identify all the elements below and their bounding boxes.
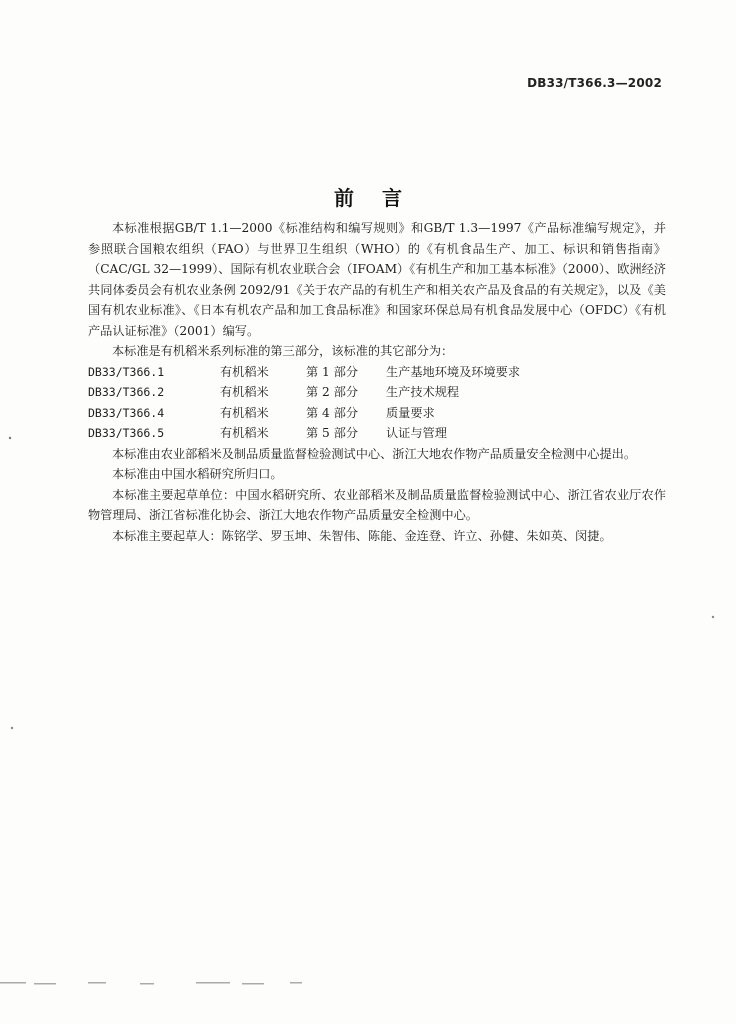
paragraph-proposer: 本标准由农业部稻米及制品质量监督检验测试中心、浙江大地农作物产品质量安全检测中心提出。 [112,446,637,461]
document-code: DB33/T366.3—2002 [527,76,662,90]
paragraph-administrator: 本标准由中国水稻研究所归口。 [112,467,283,481]
part-code: DB33/T366.1 [88,364,165,379]
part-number: 第 2 部分 [306,385,359,399]
list-item [88,403,666,424]
page-title: 前言 [334,186,430,210]
paragraph-series-intro: 本标准是有机稻米系列标准的第三部分，该标准的其它部分为： [112,344,454,358]
part-description: 质量要求 [386,405,435,420]
paragraph-drafters: 本标准主要起草人：陈铭学、罗玉坤、朱智伟、陈能、金连登、许立、孙健、朱如英、闵捷。 [112,528,612,543]
list-item [88,382,666,403]
list-item [88,423,666,444]
part-name: 有机稻米 [220,364,269,379]
list-item [88,362,666,383]
parts-list [88,362,666,444]
part-name: 有机稻米 [220,426,269,440]
part-number: 第 4 部分 [306,405,359,420]
part-code: DB33/T366.5 [88,426,165,440]
paragraph-basis: 本标准根据GB/T 1.1—2000《标准结构和编写规则》和GB/T 1.3—1997《产品标准编写规定》，并参照联合国粮农组织（FAO）与世界卫生组织（WHO）的《有机食品生产、加工、标识和销售指南》（CAC/GL 32—1999）、国际有机农业联合会（IFOAM）《有机生产和加工基本标准》（2000）、欧洲经济共同体委员会有机农业条例 2092/91《关于农产品的有机生产和相关农产品及食品的有关规定》，以及《美国有机农业标准》、《日本有机农产品和加工食品标准》和国家环保总局有机食品发展中心（OFDC）《有机产品认证标准》（2001）编写。 [88,221,666,338]
part-number: 第 1 部分 [306,364,359,379]
part-description: 生产基地环境及环境要求 [386,364,521,379]
part-code: DB33/T366.2 [88,385,165,399]
part-number: 第 5 部分 [306,426,359,440]
part-code: DB33/T366.4 [88,405,165,420]
foreword-body [88,218,666,546]
part-description: 认证与管理 [386,426,447,440]
part-name: 有机稻米 [220,385,269,399]
part-description: 生产技术规程 [386,385,460,399]
paragraph-drafting-units: 本标准主要起草单位：中国水稻研究所、农业部稻米及制品质量监督检验测试中心、浙江省农业厅农作物管理局、浙江省标准化协会、浙江大地农作物产品质量安全检测中心。 [88,487,666,522]
part-name: 有机稻米 [220,405,269,420]
